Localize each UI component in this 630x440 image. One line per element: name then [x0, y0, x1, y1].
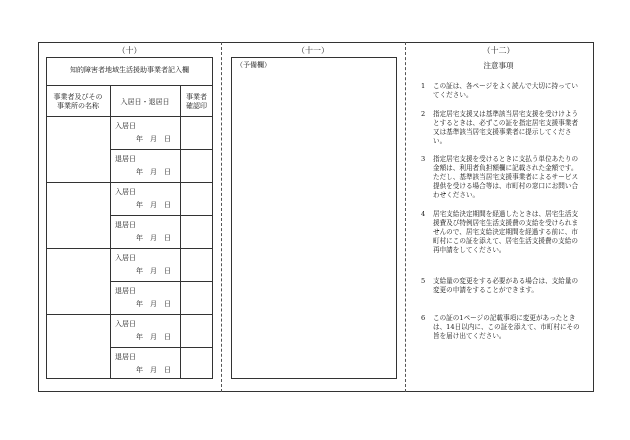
date-field: 年 月 日	[136, 333, 171, 341]
date-field: 年 月 日	[136, 234, 171, 242]
note-text: この証は、各ページをよく読んで大切に持っていてください。	[433, 82, 578, 99]
date-field: 年 月 日	[136, 300, 171, 308]
note-text: 指定居宅支援を受けるときに支払う単位あたりの金額は、利用者負担額欄に記載された金額です。ただし、基準該当居宅支援事業者によるサービス提供を受ける場合等は、市町村の窓口にお問い合わせください。	[433, 155, 579, 199]
note-text: この証の1ページの記載事項に変更があったときは、14日以内に、この証を添えて、市町村にその旨を届け出てください。	[433, 314, 580, 340]
record-divider	[46, 248, 213, 249]
date-field: 年 月 日	[136, 267, 171, 275]
note-text: 支給量の変更をする必要がある場合は、支給量の変更の申請をすることができます。	[433, 277, 579, 294]
move-in-label: 入居日	[115, 320, 136, 328]
note-number: 1	[421, 82, 426, 90]
move-out-label: 退居日	[115, 287, 136, 295]
date-field: 年 月 日	[136, 366, 171, 374]
move-out-label: 退居日	[115, 221, 136, 229]
note-number: 4	[421, 210, 426, 218]
record-divider	[46, 182, 213, 183]
notes-heading: 注意事項	[483, 61, 514, 70]
col-header-dates: 入居日・退居日	[120, 98, 170, 106]
date-field: 年 月 日	[136, 201, 171, 209]
col-header-provider: 事業者及びその	[53, 93, 103, 101]
move-in-label: 入居日	[115, 188, 136, 196]
row-divider	[110, 281, 213, 282]
row-divider	[110, 347, 213, 348]
memo-label: （予備欄）	[236, 61, 271, 69]
note-text: 居宅支給決定期間を経過したときは、居宅生活支援費及び特例居宅生活支援費の支給を受けられませんので、居宅支給決定期間を経過する前に、市町村にこの証を添えて、居宅生活支援費の支給の再申請をしてください。	[433, 210, 579, 254]
record-divider	[46, 314, 213, 315]
note-number: 2	[421, 110, 426, 118]
move-in-label: 入居日	[115, 254, 136, 262]
panel-number: （十）	[117, 46, 142, 55]
date-field: 年 月 日	[136, 168, 171, 176]
row-divider	[110, 215, 213, 216]
panel-number: （十二）	[482, 46, 515, 55]
note-text: 指定居宅支援又は基準該当居宅支援を受けけようとするときは、必ずこの証を指定居宅支援事業者又は基準該当居宅支援事業者に提示してください。	[433, 110, 579, 145]
fold-line	[405, 42, 406, 392]
panel-number: （十一）	[297, 46, 329, 55]
note-number: 6	[421, 314, 426, 322]
col-header-seal: 確認印	[186, 102, 207, 110]
move-out-label: 退居日	[115, 155, 136, 163]
move-in-label: 入居日	[115, 122, 136, 130]
date-field: 年 月 日	[136, 135, 171, 143]
row-divider	[110, 149, 213, 150]
move-out-label: 退居日	[115, 353, 136, 361]
col-header-seal: 事業者	[186, 93, 207, 101]
memo-box	[231, 57, 397, 379]
note-number: 5	[421, 277, 426, 285]
table-title: 知的障害者地域生活援助事業者記入欄	[70, 66, 189, 74]
note-number: 3	[421, 155, 426, 163]
col-header-provider: 事業所の名称	[57, 102, 99, 110]
fold-line	[221, 42, 222, 392]
